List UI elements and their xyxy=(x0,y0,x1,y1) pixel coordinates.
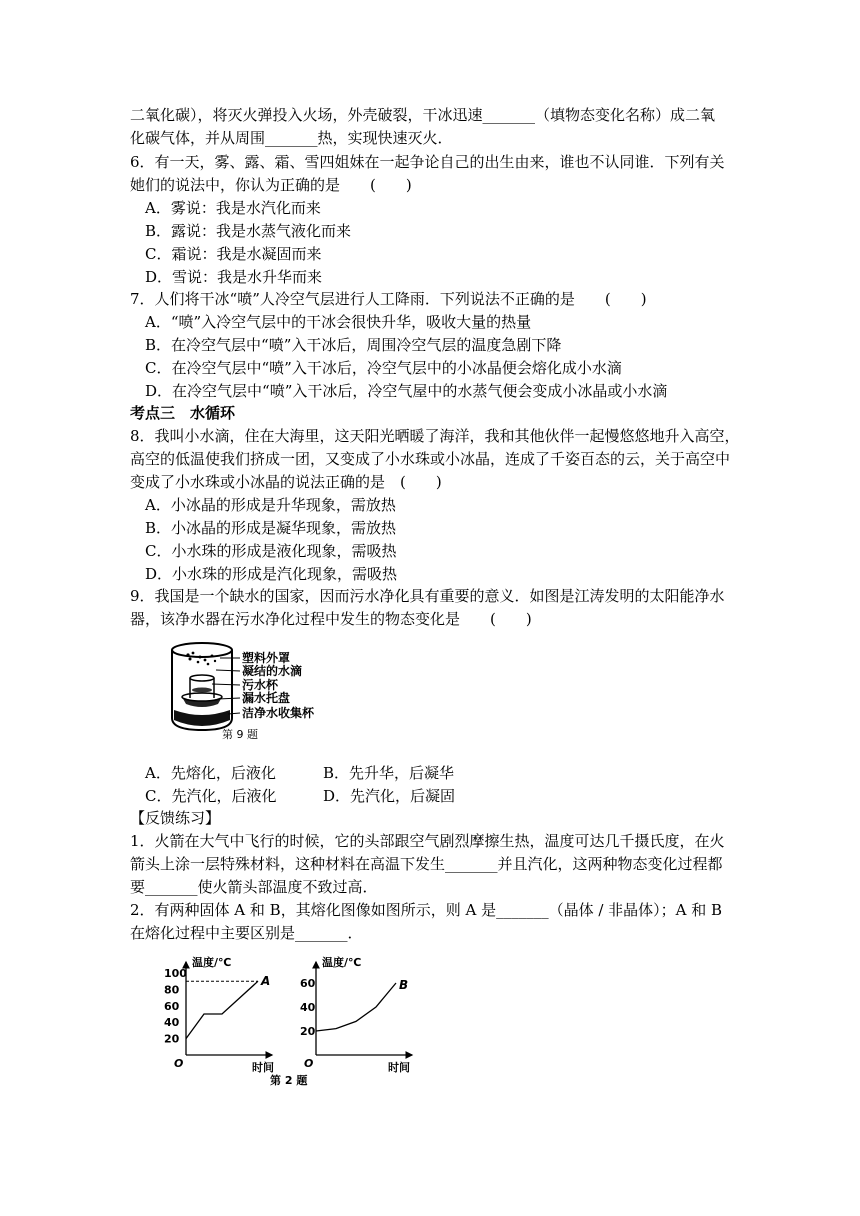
text-line: 变成了小水珠或小冰晶的说法正确的是 ( ) xyxy=(130,473,442,491)
q9-option-d: D．先汽化，后凝固 xyxy=(323,787,456,805)
chartB-ytick-label: 60 xyxy=(300,977,316,990)
text-line: 化碳气体，并从周围_______热，实现快速灭火． xyxy=(130,129,453,147)
fig9-label: 漏水托盘 xyxy=(242,691,291,705)
text-line: 她们的说法中，你认为正确的是 ( ) xyxy=(130,176,412,194)
fig9-label: 污水杯 xyxy=(242,678,279,692)
fig9-label: 塑料外罩 xyxy=(242,651,291,665)
q9-option-c: C．先汽化，后液化 xyxy=(145,787,277,805)
figure-2-melting-charts xyxy=(150,950,430,1090)
question-8: 8．我叫小水滴，住在大海里，这天阳光晒暖了海洋，我和其他伙伴一起慢悠悠地升入高空， xyxy=(130,427,740,445)
chartB-series-label: B xyxy=(399,978,409,992)
q7-option-c: C．在冷空气层中“喷”入干冰后，冷空气层中的小冰晶便会熔化成小水滴 xyxy=(145,359,622,377)
question-9: 9．我国是一个缺水的国家，因而污水净化具有重要的意义．如图是江涛发明的太阳能净水 xyxy=(130,587,725,605)
chartB-ylabel: 温度/℃ xyxy=(322,956,362,969)
q6-option-a: A．雾说：我是水汽化而来 xyxy=(145,199,321,217)
feedback-heading: 【反馈练习】 xyxy=(130,809,221,827)
chartA-ytick-label: 100 xyxy=(164,967,187,980)
q6-option-c: C．霜说：我是水凝固而来 xyxy=(145,245,322,263)
q9-option-a: A．先熔化，后液化 xyxy=(145,764,276,782)
text-line: 高空的低温使我们挤成一团，又变成了小水珠或小冰晶，连成了千姿百态的云，关于高空中 xyxy=(130,450,731,468)
chartB-series-curve xyxy=(316,983,396,1031)
chartA-ytick-label: 20 xyxy=(164,1032,180,1046)
q7-option-b: B．在冷空气层中“喷”入干冰后，周围冷空气层的温度急剧下降 xyxy=(145,336,562,354)
section-heading: 考点三 水循环 xyxy=(130,404,236,422)
chartA-series-label: A xyxy=(261,974,271,989)
q8-option-c: C．小水珠的形成是液化现象，需吸热 xyxy=(145,542,397,560)
text-line: 在熔化过程中主要区别是_______． xyxy=(130,924,363,942)
chartB-xlabel: 时间 xyxy=(388,1061,410,1074)
text-line: 箭头上涂一层特殊材料，这种材料在高温下发生_______并且汽化，这两种物态变化过程都 xyxy=(130,855,723,873)
feedback-question-1: 1．火箭在大气中飞行的时候，它的头部跟空气剧烈摩擦生热，温度可达几千摄氏度，在火 xyxy=(130,832,725,850)
fig9-label: 洁净水收集杯 xyxy=(242,706,315,720)
chartB-ytick-label: 20 xyxy=(300,1025,316,1038)
fig9-caption: 第 9 题 xyxy=(222,728,258,741)
text-line: 器，该净水器在污水净化过程中发生的物态变化是 ( ) xyxy=(130,610,532,628)
chartA-ytick-label: 40 xyxy=(164,1016,180,1030)
fig2-caption: 第 2 题 xyxy=(270,1074,308,1087)
q6-option-b: B．露说：我是水蒸气液化而来 xyxy=(145,222,352,240)
chartA-ytick-label: 60 xyxy=(164,999,180,1013)
q8-option-d: D．小水珠的形成是汽化现象，需吸热 xyxy=(145,565,398,583)
question-7: 7．人们将干冰“喷”人冷空气层进行人工降雨．下列说法不正确的是 ( ) xyxy=(130,290,647,308)
text-line: 要_______使火箭头部温度不致过高． xyxy=(130,878,378,896)
q7-option-a: A．“喷”入冷空气层中的干冰会很快升华，吸收大量的热量 xyxy=(145,313,532,331)
fig9-label: 凝结的水滴 xyxy=(242,664,303,678)
chartA-origin: O xyxy=(174,1057,184,1070)
chartA-xlabel: 时间 xyxy=(252,1061,274,1074)
q8-option-a: A．小冰晶的形成是升华现象，需放热 xyxy=(145,496,396,514)
chartA-ylabel: 温度/℃ xyxy=(192,956,232,969)
chartB-ytick-label: 40 xyxy=(300,1001,316,1014)
q6-option-d: D．雪说：我是水升华而来 xyxy=(145,268,323,286)
text-line: 二氧化碳），将灭火弹投入火场，外壳破裂，干冰迅速_______（填物态变化名称）成二氧 xyxy=(130,106,716,124)
figure-9-purifier xyxy=(160,640,360,750)
q7-option-d: D．在冷空气层中“喷”入干冰后，冷空气屋中的水蒸气便会变成小冰晶或小水滴 xyxy=(145,382,668,400)
chartB-origin: O xyxy=(304,1057,314,1070)
q8-option-b: B．小冰晶的形成是凝华现象，需放热 xyxy=(145,519,397,537)
q9-option-b: B．先升华，后凝华 xyxy=(323,764,455,782)
question-6: 6．有一天，雾、露、霜、雪四姐妹在一起争论自己的出生由来，谁也不认同谁．下列有关 xyxy=(130,153,725,171)
chartA-ytick-label: 80 xyxy=(164,983,180,997)
feedback-question-2: 2．有两种固体 A 和 B，其熔化图像如图所示，则 A 是_______（晶体 / 非晶体）；A 和 B xyxy=(130,901,723,919)
chartA-series-line xyxy=(186,981,258,1038)
